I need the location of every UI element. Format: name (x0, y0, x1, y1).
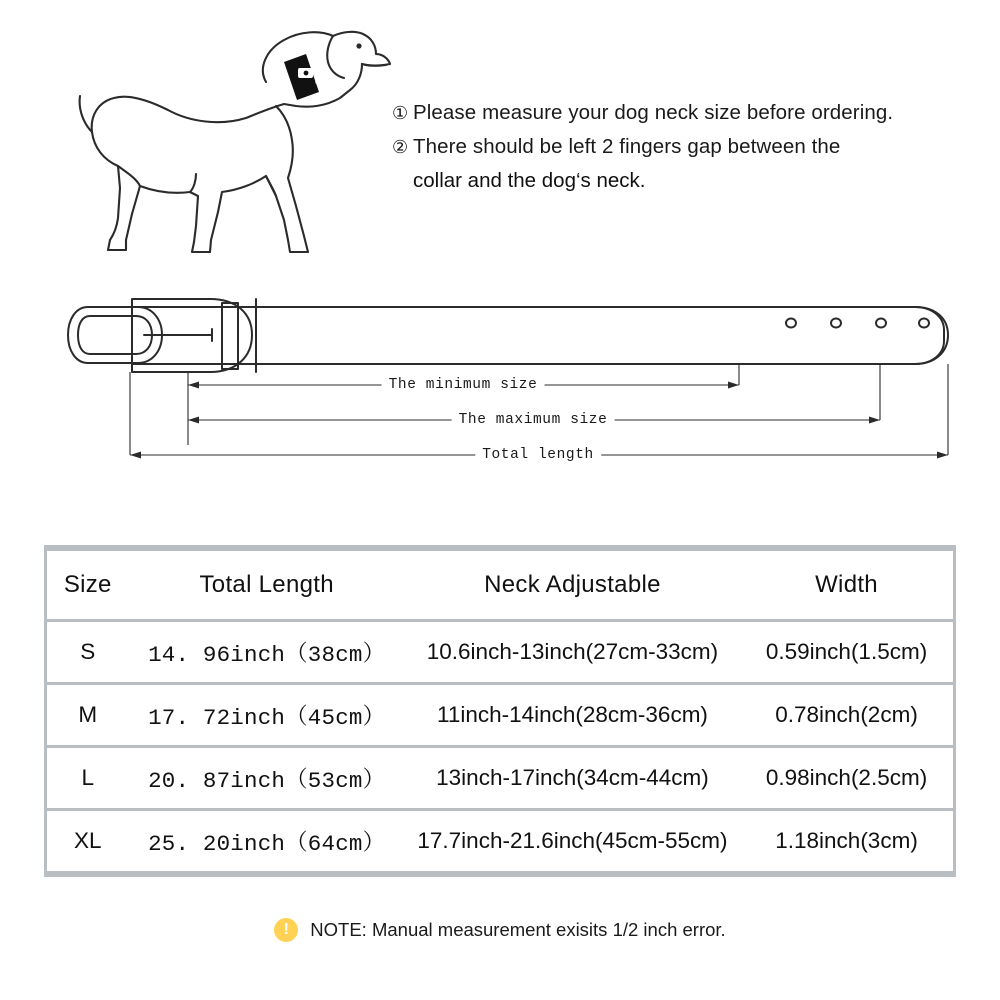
table-row (47, 811, 953, 871)
header-neck-adjustable: Neck Adjustable (405, 551, 740, 619)
label-total-length: Total length (475, 447, 601, 463)
label-maximum-size: The maximum size (452, 412, 615, 428)
cell-width: 0.98inch(2.5cm) (740, 748, 953, 808)
instruction-text: There should be left 2 fingers gap between the (413, 135, 841, 158)
cell-neck-adjustable: 11inch-14inch(28cm-36cm) (405, 685, 740, 745)
cell-neck-adjustable: 17.7inch-21.6inch(45cm-55cm) (405, 811, 740, 871)
cell-size: S (47, 622, 129, 682)
header-total-length: Total Length (129, 551, 405, 619)
size-table (47, 548, 953, 874)
instruction-number: ② (392, 137, 409, 157)
table-row (47, 622, 953, 682)
note-text: NOTE: Manual measurement exisits 1/2 inch error. (310, 919, 726, 940)
cell-neck-adjustable: 10.6inch-13inch(27cm-33cm) (405, 622, 740, 682)
cell-width: 0.59inch(1.5cm) (740, 622, 953, 682)
instruction-text-continued: collar and the dog‘s neck. (413, 169, 646, 192)
cell-neck-adjustable: 13inch-17inch(34cm-44cm) (405, 748, 740, 808)
table-row (47, 685, 953, 745)
dog-illustration (70, 10, 400, 270)
table-header-row (47, 551, 953, 619)
instruction-item (392, 130, 992, 164)
cell-total-length: 14. 96inch（38cm） (129, 622, 405, 682)
note-row (0, 918, 1000, 942)
cell-size: L (47, 748, 129, 808)
cell-size: XL (47, 811, 129, 871)
instructions-block (392, 96, 992, 198)
instruction-number: ① (392, 103, 409, 123)
cell-total-length: 17. 72inch（45cm） (129, 685, 405, 745)
cell-total-length: 25. 20inch（64cm） (129, 811, 405, 871)
collar-diagram (60, 285, 960, 500)
instruction-text: Please measure your dog neck size before ordering. (413, 101, 894, 124)
header-size: Size (47, 551, 129, 619)
collar-on-dog (284, 54, 328, 100)
warning-icon: ! (274, 918, 298, 942)
cell-size: M (47, 685, 129, 745)
cell-width: 1.18inch(3cm) (740, 811, 953, 871)
cell-width: 0.78inch(2cm) (740, 685, 953, 745)
cell-total-length: 20. 87inch（53cm） (129, 748, 405, 808)
size-table-container (44, 545, 956, 877)
table-row (47, 748, 953, 808)
label-minimum-size: The minimum size (382, 377, 545, 393)
header-width: Width (740, 551, 953, 619)
instruction-item (392, 96, 992, 130)
